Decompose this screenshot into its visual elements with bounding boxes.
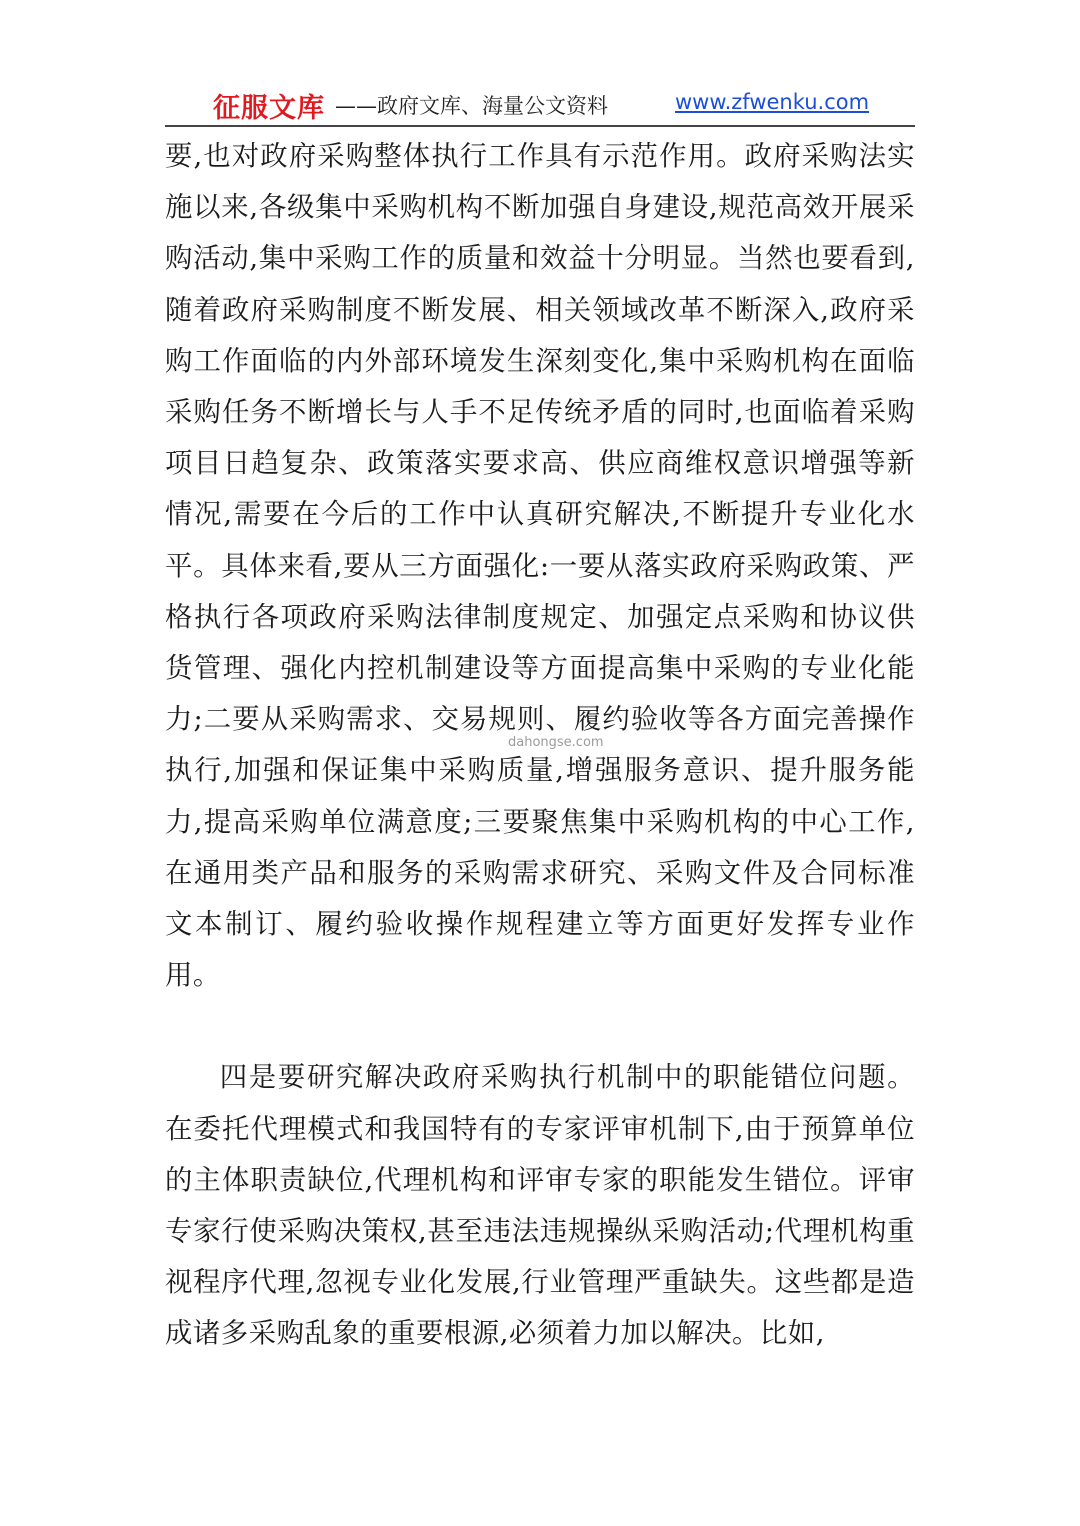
header-tagline: ——政府文库、海量公文资料: [335, 94, 608, 118]
body-paragraph: 四是要研究解决政府采购执行机制中的职能错位问题。在委托代理模式和我国特有的专家评审机制下,由于预算单位的主体职责缺位,代理机构和评审专家的职能发生错位。评审专家行使采购决策权,甚至违法违规操纵采购活动;代理机构重视程序代理,忽视专业化发展,行业管理严重缺失。这些都是造成诸多采购乱象的重要根源,必须着力加以解决。比如,: [165, 1062, 915, 1350]
body-paragraph: 要,也对政府采购整体执行工作具有示范作用。政府采购法实施以来,各级集中采购机构不断加强自身建设,规范高效开展采购活动,集中采购工作的质量和效益十分明显。当然也要看到,随着政府采购制度不断发展、相关领域改革不断深入,政府采购工作面临的内外部环境发生深刻变化,集中采购机构在面临采购任务不断增长与人手不足传统矛盾的同时,也面临着采购项目日趋复杂、政策落实要求高、供应商维权意识增强等新情况,需要在今后的工作中认真研究解决,不断提升专业化水平。具体来看,要从三方面强化:一要从落实政府采购政策、严格执行各项政府采购法律制度规定、加强定点采购和协议供货管理、强化内控机制建设等方面提高集中采购的专业化能力;二要从采购需求、交易规则、履约验收等各方面完善操作执行,加强和保证集中采购质量,增强服务意识、提升服务能力,提高采购单位满意度;三要聚焦集中采购机构的中心工作,在通用类产品和服务的采购需求研究、采购文件及合同标准文本制订、履约验收操作规程建立等方面更好发挥专业作用。: [165, 141, 915, 992]
header-divider: [165, 125, 915, 127]
page-header: [165, 86, 915, 126]
watermark-text: dahongse.com: [508, 735, 604, 750]
brand-logo-text: 征服文库: [213, 93, 325, 124]
site-url-link[interactable]: www.zfwenku.com: [675, 90, 870, 114]
